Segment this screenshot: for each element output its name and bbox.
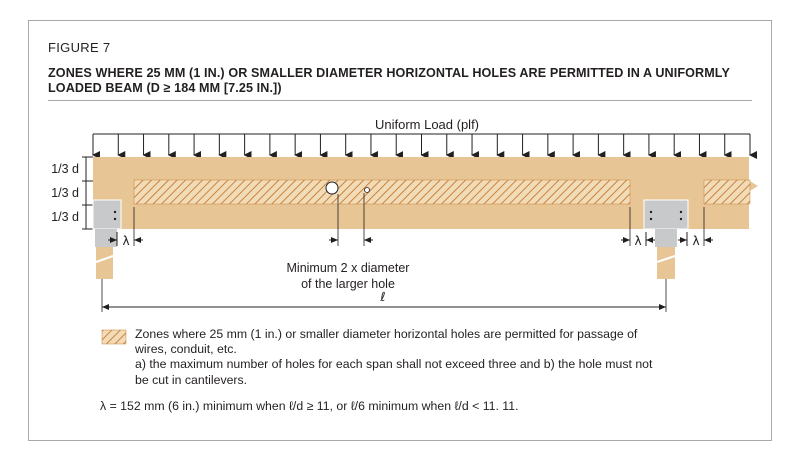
hole-zone-right [704, 180, 750, 204]
hole-zone-main [134, 180, 630, 204]
load-arrows [93, 134, 750, 155]
load-label: Uniform Load (plf) [374, 117, 480, 132]
legend-text [135, 327, 755, 388]
beam-break [750, 157, 760, 229]
spacing-label-line2: of the larger hole [301, 277, 395, 291]
legend-zone-line2: wires, conduit, etc. [135, 342, 237, 357]
small-hole [365, 188, 370, 193]
depth-dimensions [51, 157, 93, 229]
figure-title: ZONES WHERE 25 MM (1 IN.) OR SMALLER DIAMETER HORIZONTAL HOLES ARE PERMITTED IN A UNIFORMLY LOADED BEAM (D ≥ 184 MM [7.25 IN.]) [48, 66, 730, 95]
depth-label-top: 1/3 d [51, 162, 79, 176]
legend-swatch [102, 330, 126, 344]
legend-condition-line2: be cut in cantilevers. [135, 372, 248, 387]
lambda-left: λ [122, 234, 130, 248]
span-label: ℓ [380, 289, 386, 304]
lambda-note: λ = 152 mm (6 in.) minimum when ℓ/d ≥ 11, or ℓ/6 minimum when ℓ/d < 11. 11. [100, 399, 519, 413]
lambda-right-outer: λ [692, 234, 700, 248]
legend-zone-line1: Zones where 25 mm (1 in.) or smaller diameter horizontal holes are permitted for passage of [135, 327, 638, 341]
figure-label: FIGURE 7 [48, 40, 111, 55]
right-bracket [644, 200, 688, 229]
lambda-right-inner: λ [634, 234, 642, 248]
left-bracket [93, 200, 121, 229]
depth-label-bottom: 1/3 d [51, 210, 79, 224]
spacing-label-line1: Minimum 2 x diameter [286, 261, 410, 275]
large-hole [326, 182, 338, 194]
legend-condition-line1: a) the maximum number of holes for each span shall not exceed three and b) the hole must not [135, 357, 653, 372]
depth-label-middle: 1/3 d [51, 186, 79, 200]
uniform-load [93, 117, 750, 155]
